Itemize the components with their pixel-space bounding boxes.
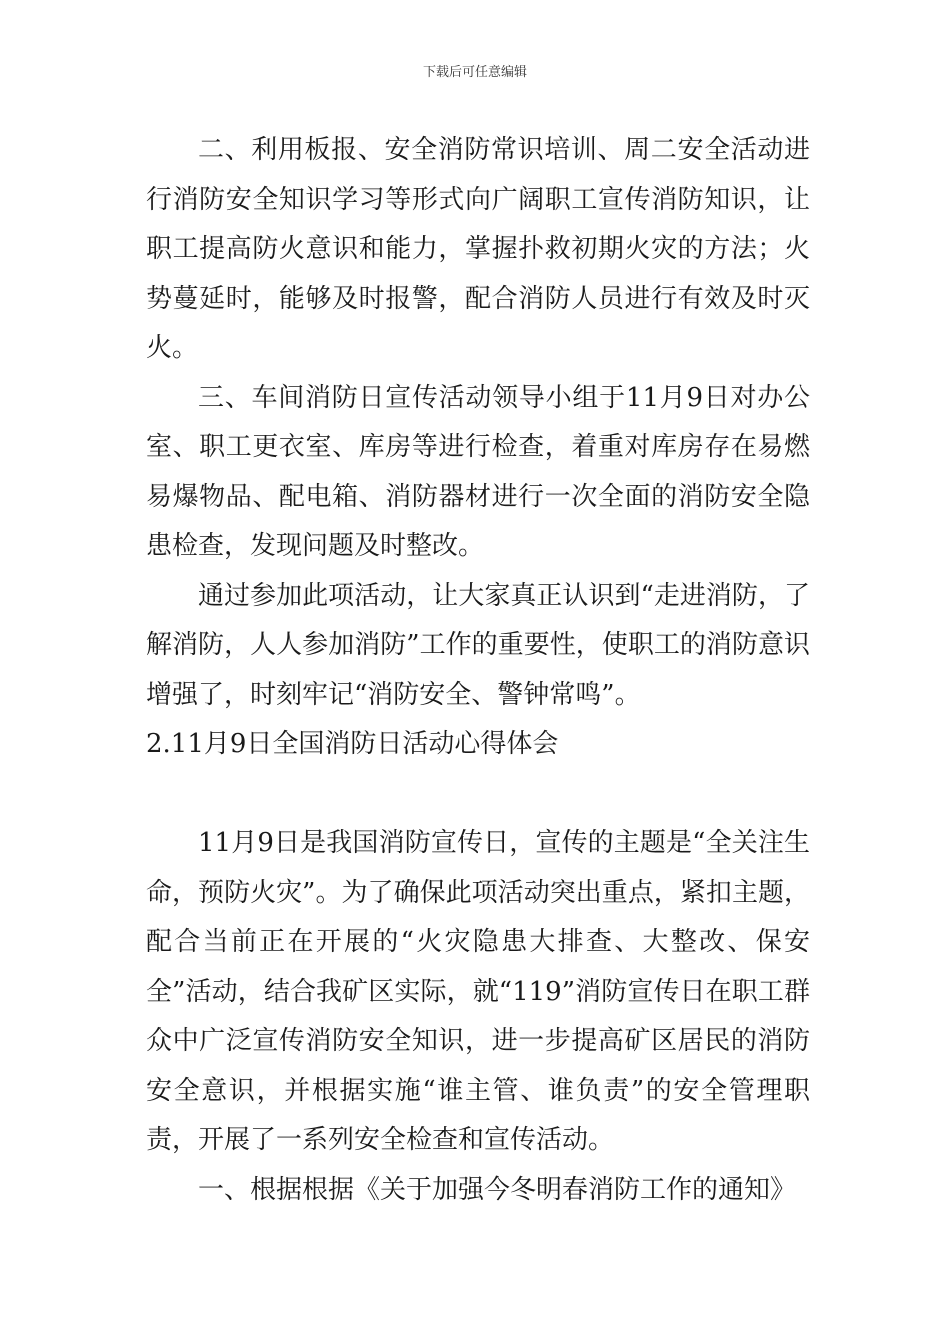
paragraph-fire-day-intro: 11月9日是我国消防宣传日，宣传的主题是“全关注生命，预防火灾”。为了确保此项活动突出重点，紧扣主题，配合当前正在开展的“火灾隐患大排查、大整改、保安全”活动，结合我矿区实际，就“119”消防宣传日在职工群众中广泛宣传消防安全知识，进一步提高矿区居民的消防安全意识，并根据实施“谁主管、谁负责”的安全管理职责，开展了一系列安全检查和宣传活动。 xyxy=(146,828,810,1155)
page-header: 下载后可任意编辑 xyxy=(422,65,527,80)
paragraph-inspection: 三、车间消防日宣传活动领导小组于11月9日对办公室、职工更衣室、库房等进行检查，着重对库房存在易燃易爆物品、配电箱、消防器材进行一次全面的消防安全隐患检查，发现问题及时整改。 xyxy=(146,382,810,561)
document-body xyxy=(146,126,810,1215)
paragraph-first-item: 一、根据根据《关于加强今冬明春消防工作的通知》 xyxy=(198,1174,797,1205)
paragraph-publicity-methods: 二、利用板报、安全消防常识培训、周二安全活动进行消防安全知识学习等形式向广阔职工宣传消防知识，让职工提高防火意识和能力，掌握扑救初期火灾的方法；火势蔓延时，能够及时报警，配合消防人员进行有效及时灭火。 xyxy=(146,135,810,363)
blank-line xyxy=(146,770,810,820)
paragraph-conclusion: 通过参加此项活动，让大家真正认识到“走进消防，了解消防，人人参加消防”工作的重要性，使职工的消防意识增强了，时刻牢记“消防安全、警钟常鸣”。 xyxy=(146,580,810,710)
section-heading: 2.11月9日全国消防日活动心得体会 xyxy=(146,729,559,759)
